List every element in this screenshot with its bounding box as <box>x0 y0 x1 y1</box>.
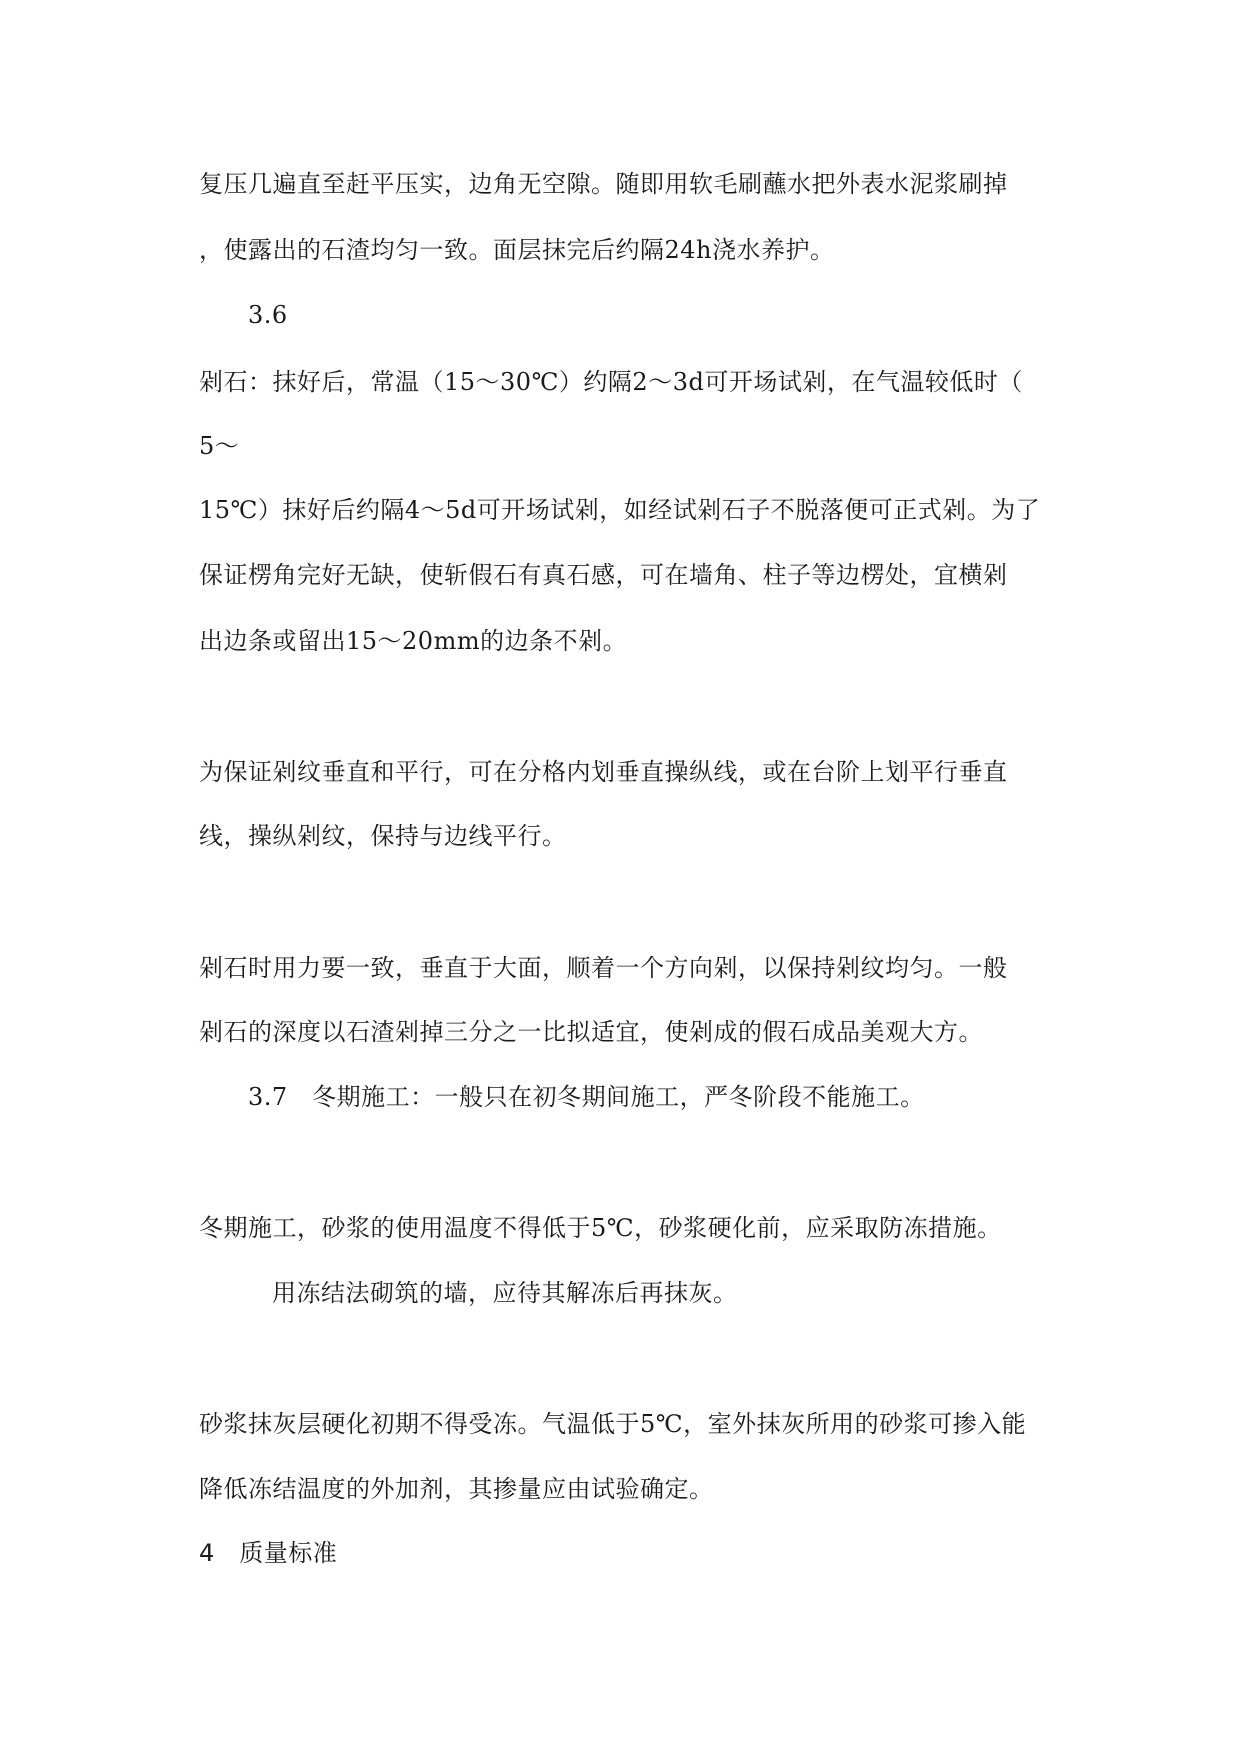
text-line-4: 5～ <box>199 432 240 460</box>
text-line-2: ，使露出的石渣均匀一致。面层抹完后约隔24h浇水养护。 <box>199 236 835 264</box>
text-line-7: 出边条或留出15～20mm的边条不剁。 <box>199 627 628 655</box>
text-line-9: 线，操纵剁纹，保持与边线平行。 <box>199 822 567 850</box>
text-line-6: 保证楞角完好无缺，使斩假石有真石感，可在墙角、柱子等边楞处，宜横剁 <box>199 561 1008 589</box>
text-line-8: 为保证剁纹垂直和平行，可在分格内划垂直操纵线，或在台阶上划平行垂直 <box>199 758 1008 786</box>
section-3-7: 3.7 冬期施工：一般只在初冬期间施工，严冬阶段不能施工。 <box>248 1083 925 1111</box>
text-line-12: 冬期施工，砂浆的使用温度不得低于5℃，砂浆硬化前，应采取防冻措施。 <box>199 1214 1002 1242</box>
text-line-1: 复压几遍直至赶平压实，边角无空隙。随即用软毛刷蘸水把外表水泥浆刷掉 <box>199 170 1008 198</box>
text-line-10: 剁石时用力要一致，垂直于大面，顺着一个方向剁，以保持剁纹均匀。一般 <box>199 954 1008 982</box>
text-line-3: 剁石：抹好后，常温（15～30℃）约隔2～3d可开场试剁，在气温较低时（ <box>199 368 1023 396</box>
text-line-13: 用冻结法砌筑的墙，应待其解冻后再抹灰。 <box>272 1279 738 1307</box>
section-number-3-6: 3.6 <box>248 301 288 329</box>
text-line-5: 15℃）抹好后约隔4～5d可开场试剁，如经试剁石子不脱落便可正式剁。为了 <box>199 496 1041 524</box>
section-heading-4: 4 质量标准 <box>199 1539 338 1567</box>
text-line-11: 剁石的深度以石渣剁掉三分之一比拟适宜，使剁成的假石成品美观大方。 <box>199 1018 983 1046</box>
text-line-15: 降低冻结温度的外加剂，其掺量应由试验确定。 <box>199 1475 714 1503</box>
text-line-14: 砂浆抹灰层硬化初期不得受冻。气温低于5℃，室外抹灰所用的砂浆可掺入能 <box>199 1410 1027 1438</box>
